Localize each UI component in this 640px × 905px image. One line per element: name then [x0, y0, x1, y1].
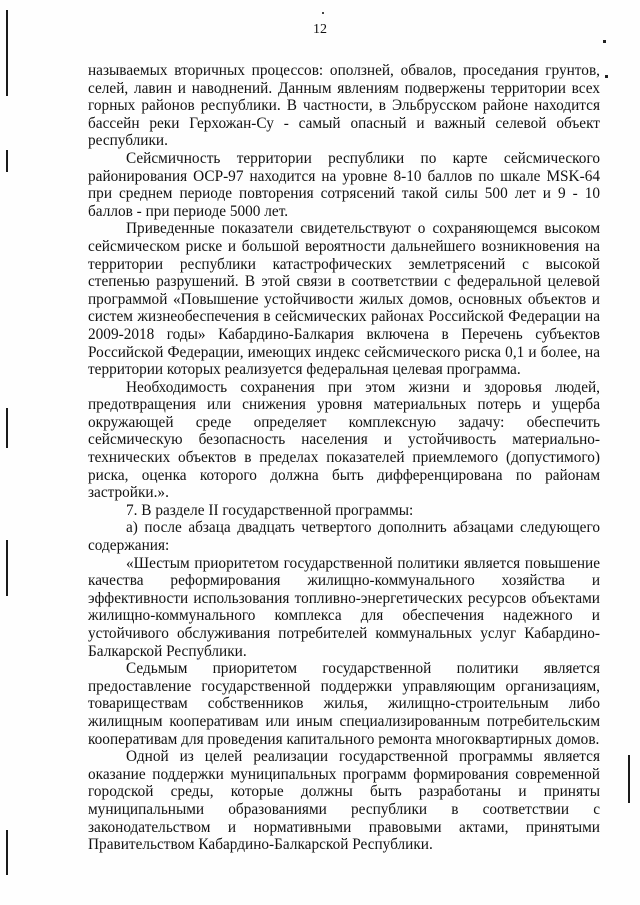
- paragraph-necessity: Необходимость сохранения при этом жизни и здоровья людей, предотвращения или снижения уровня материальных потерь и ущерба окружающей среде определяет комплексную задачу: обеспечить сейсмическую безопасность населения и устойчивость материально-технических объектов в пределах показателей приемлемого (допустимого) риска, оценка которого должна быть дифференцирована по районам застройки.».: [88, 378, 600, 502]
- scan-edge-mark: [6, 150, 8, 172]
- paragraph-section-7: 7. В разделе II государственной программы:: [126, 501, 414, 519]
- paragraph-seismic-risk: Приведенные показатели свидетельствуют о сохраняющемся высоком сейсмическом риске и большой вероятности дальнейшего возникновения на территории республики катастрофических землетрясений с высокой степенью разрушений. В этой связи в соответствии с федеральной целевой программой «Повышение устойчивости жилых домов, основных объектов и систем жизнеобеспечения в сейсмических районах Российской Федерации на 2009-2018 годы» Кабардино-Балкария включена в Перечень субъектов Российской Федерации, имеющих индекс сейсмического риска 0,1 и более, на территории которых реализуется федеральная целевая программа.: [88, 220, 600, 379]
- page-number: 12: [313, 22, 327, 37]
- document-body: [88, 62, 600, 854]
- scan-edge-mark: [6, 540, 8, 596]
- paragraph-sixth-priority: «Шестым приоритетом государственной политики является повышение качества реформирования жилищно-коммунального хозяйства и эффективности использования топливно-энергетических ресурсов объектами жилищно-коммунального комплекса для обеспечения надежного и устойчивого обслуживания потребителей коммунальных услуг Кабардино-Балкарской Республики.: [88, 554, 600, 660]
- scan-edge-mark: [628, 755, 630, 803]
- scan-speck: [603, 40, 606, 43]
- scan-edge-mark: [6, 10, 8, 96]
- scan-edge-mark: [6, 408, 8, 448]
- scan-edge-mark: [6, 830, 8, 875]
- paragraph-hazards: называемых вторичных процессов: оползней, обвалов, проседания грунтов, селей, лавин и наводнений. Данным явлениям подвержены территории всех горных районов республики. В частности, в Эльбрусском районе находится бассейн реки Герхожан-Су - самый опасный и важный селевой объект республики.: [88, 62, 600, 150]
- paragraph-subitem-a: а) после абзаца двадцать четвертого дополнить абзацами следующего содержания:: [88, 519, 600, 555]
- paragraph-seismicity: Сейсмичность территории республики по карте сейсмического районирования ОСР-97 находится на уровне 8-10 баллов по шкале MSK-64 при среднем периоде повторения сотрясений такой силы 500 лет и 9 - 10 баллов - при периоде 5000 лет.: [88, 149, 600, 220]
- scan-speck: [322, 12, 324, 14]
- paragraph-urban-environment: Одной из целей реализации государственной программы является оказание поддержки муниципальных программ формирования современной городской среды, которые должны быть разработаны и приняты муниципальными образованиями республики в соответствии с законодательством и нормативными правовыми актами, принятыми Правительством Кабардино-Балкарской Республики.: [88, 748, 600, 854]
- scan-speck: [605, 75, 608, 78]
- paragraph-seventh-priority: Седьмым приоритетом государственной политики является предоставление государственной поддержки управляющим организациям, товариществам собственников жилья, жилищно-строительным либо жилищным кооперативам или иным специализированным потребительским кооперативам для проведения капитального ремонта многоквартирных домов.: [88, 660, 600, 748]
